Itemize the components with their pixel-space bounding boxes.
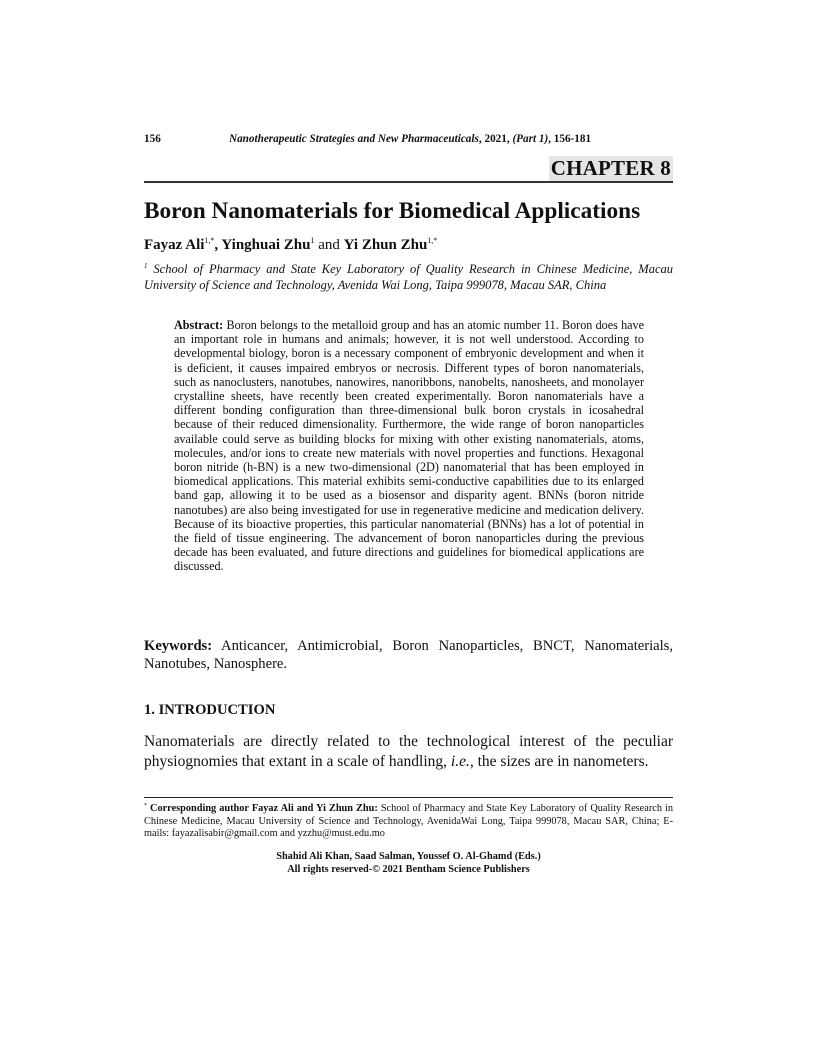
author-affiliation-mark: 1 (310, 236, 315, 245)
author-name: Yi Zhun Zhu (343, 237, 428, 253)
author-name: Fayaz Ali (144, 237, 205, 253)
affiliation (144, 258, 673, 293)
author-separator: , (214, 237, 222, 253)
abstract (174, 318, 644, 574)
abstract-label: Abstract: (174, 318, 224, 332)
footnote-label: Corresponding author Fayaz Ali and Yi Zhun Zhu: (147, 803, 378, 814)
chapter-label: CHAPTER 8 (550, 156, 671, 180)
publisher-info (144, 851, 673, 876)
affiliation-mark: 1 (144, 262, 148, 270)
keywords-text: Anticancer, Antimicrobial, Boron Nanoparticles, BNCT, Nanomaterials, Nanotubes, Nanosphere. (144, 638, 673, 672)
intro-italic: i.e., (450, 752, 474, 770)
source-part: (Part 1) (512, 133, 549, 145)
abstract-text: Boron belongs to the metalloid group and has an atomic number 11. Boron does have an important role in humans and animals; however, it is not well understood. According to developmental biology, boron is a necessary component of embryonic development and when it is deficient, it causes impaired embryos or necrosis. Different types of boron nanomaterials, such as nanoclusters, nanotubes, nanowires, nanoribbons, nanobelts, nanosheets, and monolayer crystalline sheets, have recently been created experimentally. Boron nanomaterials have a different bonding configuration than three-dimensional bulk boron crystals in icosahedral because of their reduced dimensionality. Furthermore, the wide range of boron nanoparticles available could serve as building blocks for mixing with other existing nanomaterials, atoms, molecules, and/or ions to create new materials with novel properties and functions. Hexagonal boron nitride (h-BN) is a new two-dimensional (2D) nanomaterial that has been employed in biomedical applications. This material exhibits semi-conductive capabilities due to its enlarged band gap, allowing it to be used as a biosensor and disparity agent. BNNs (boron nitride nanotubes) are also being investigated for use in regenerative medicine and medication delivery. Because of its bioactive properties, this particular nanomaterial (BNNs) has a lot of potential in the field of tissue engineering. The advancement of boron nanoparticles during the previous decade has been evaluated, and future directions and guidelines for biomedical applications are discussed. (174, 318, 644, 574)
footnote-divider (144, 797, 673, 798)
source-title: Nanotherapeutic Strategies and New Pharmaceuticals (229, 133, 479, 145)
author-affiliation-mark: 1,* (204, 236, 215, 245)
page-number: 156 (144, 133, 161, 145)
author-list (144, 236, 437, 254)
source-citation (229, 133, 591, 145)
source-year: , 2021, (478, 133, 513, 145)
footnote-mark: * (144, 803, 147, 809)
introduction-paragraph (144, 732, 673, 771)
copyright-line: All rights reserved-© 2021 Bentham Science Publishers (287, 863, 530, 875)
author-affiliation-mark: 1,* (427, 236, 438, 245)
author-separator: and (314, 237, 344, 253)
intro-text: Nanomaterials are directly related to the technological interest of the peculiar physiognomies that extant in a scale of handling, (144, 733, 673, 770)
footnote (144, 800, 673, 841)
paper-title: Boron Nanomaterials for Biomedical Applications (144, 198, 641, 224)
footnote-text: School of Pharmacy and State Key Laboratory of Quality Research in Chinese Medicine, Macau University of Science and Technology, AvenidaWai Long, Taipa 999078, Macau SAR, China; E-mails: fayazalisabir@gmail.com and yzzhu@must.edu.mo (144, 803, 674, 839)
source-pages: , 156-181 (548, 133, 592, 145)
editors-line: Shahid Ali Khan, Saad Salman, Youssef O. Al-Ghamd (Eds.) (276, 851, 541, 862)
keywords-label: Keywords: (144, 638, 213, 654)
intro-text-end: the sizes are in nanometers. (473, 752, 649, 770)
header-divider (144, 181, 673, 183)
section-heading-introduction: 1. INTRODUCTION (144, 702, 276, 718)
keywords (144, 637, 673, 673)
author-name: Yinghuai Zhu (221, 237, 311, 253)
affiliation-text: School of Pharmacy and State Key Laboratory of Quality Research in Chinese Medicine, Macau University of Science and Technology, Avenida Wai Long, Taipa 999078, Macau SAR, China (144, 262, 673, 292)
